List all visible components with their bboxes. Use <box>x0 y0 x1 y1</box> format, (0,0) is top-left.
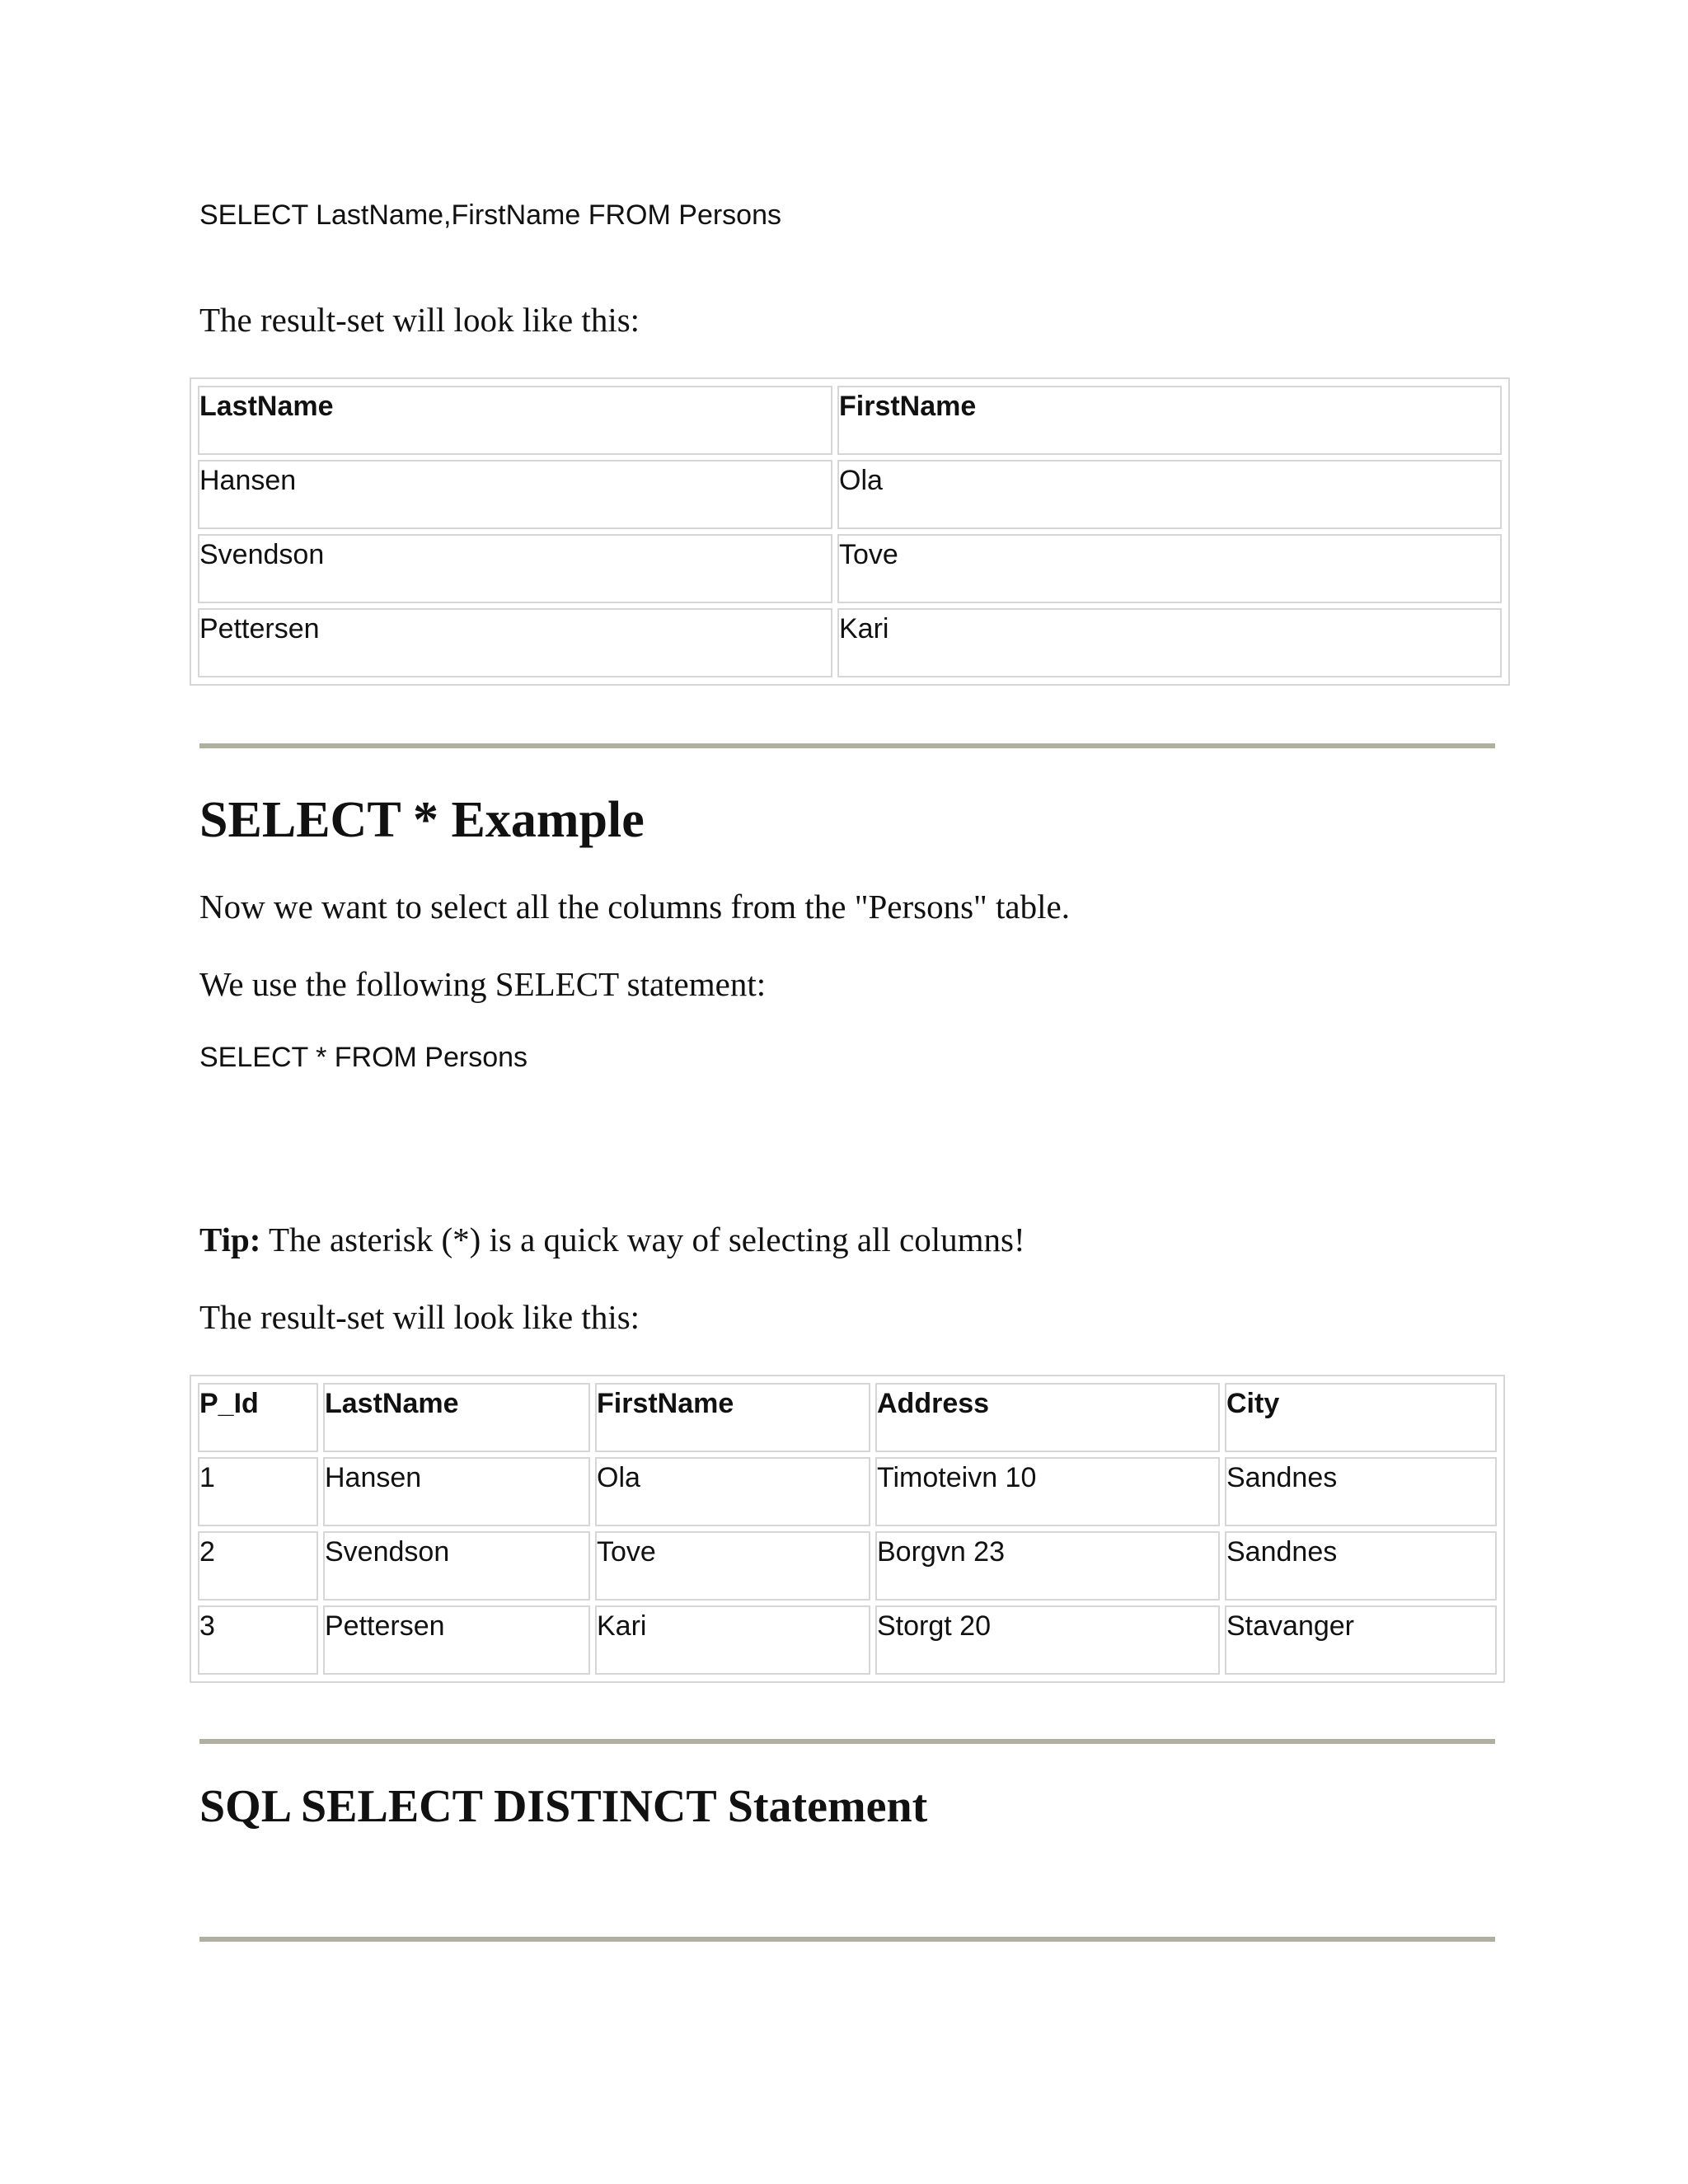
tip-paragraph <box>199 1220 1025 1259</box>
column-header-firstname: FirstName <box>837 386 1502 455</box>
table-row <box>198 1605 1497 1675</box>
horizontal-rule <box>199 1739 1495 1744</box>
table-cell: Ola <box>837 460 1502 529</box>
result-table-1 <box>190 377 1510 686</box>
table-row <box>198 1531 1497 1601</box>
table-row <box>198 1457 1497 1526</box>
table-cell: Tove <box>595 1531 870 1601</box>
section-heading-select-all: SELECT * Example <box>199 792 645 848</box>
table-cell: Hansen <box>323 1457 590 1526</box>
query-lastname-firstname: SELECT LastName,FirstName FROM Persons <box>199 199 781 231</box>
horizontal-rule <box>199 1937 1495 1942</box>
table-header-row <box>198 386 1502 455</box>
table-cell: Stavanger <box>1225 1605 1497 1675</box>
result-intro-2: The result-set will look like this: <box>199 1298 640 1336</box>
table-cell: Pettersen <box>323 1605 590 1675</box>
table-row <box>198 460 1502 529</box>
column-header-address: Address <box>875 1383 1220 1452</box>
table-cell: Tove <box>837 534 1502 603</box>
table-cell: Hansen <box>198 460 832 529</box>
result-table-2 <box>190 1375 1505 1683</box>
horizontal-rule <box>199 743 1495 748</box>
column-header-firstname: FirstName <box>595 1383 870 1452</box>
table-cell: Borgvn 23 <box>875 1531 1220 1601</box>
column-header-lastname: LastName <box>198 386 832 455</box>
table-cell: 3 <box>198 1605 318 1675</box>
table-cell: Sandnes <box>1225 1457 1497 1526</box>
table-cell: Ola <box>595 1457 870 1526</box>
column-header-p-id: P_Id <box>198 1383 318 1452</box>
table-cell: 1 <box>198 1457 318 1526</box>
tip-label: Tip: <box>199 1221 261 1258</box>
table-cell: Storgt 20 <box>875 1605 1220 1675</box>
table-cell: Timoteivn 10 <box>875 1457 1220 1526</box>
table-row <box>198 534 1502 603</box>
column-header-city: City <box>1225 1383 1497 1452</box>
table-cell: Sandnes <box>1225 1531 1497 1601</box>
tip-text: The asterisk (*) is a quick way of selecting all columns! <box>260 1221 1025 1258</box>
table-cell: Pettersen <box>198 608 832 677</box>
table-cell: Svendson <box>198 534 832 603</box>
table-header-row <box>198 1383 1497 1452</box>
table-cell: Kari <box>837 608 1502 677</box>
table-cell: Kari <box>595 1605 870 1675</box>
table-cell: 2 <box>198 1531 318 1601</box>
table-row <box>198 608 1502 677</box>
query-select-all: SELECT * FROM Persons <box>199 1042 528 1073</box>
select-all-intro: Now we want to select all the columns from the "Persons" table. <box>199 888 1070 926</box>
statement-intro: We use the following SELECT statement: <box>199 965 767 1003</box>
table-cell: Svendson <box>323 1531 590 1601</box>
section-heading-select-distinct: SQL SELECT DISTINCT Statement <box>199 1781 928 1832</box>
column-header-lastname: LastName <box>323 1383 590 1452</box>
result-intro-1: The result-set will look like this: <box>199 301 640 339</box>
